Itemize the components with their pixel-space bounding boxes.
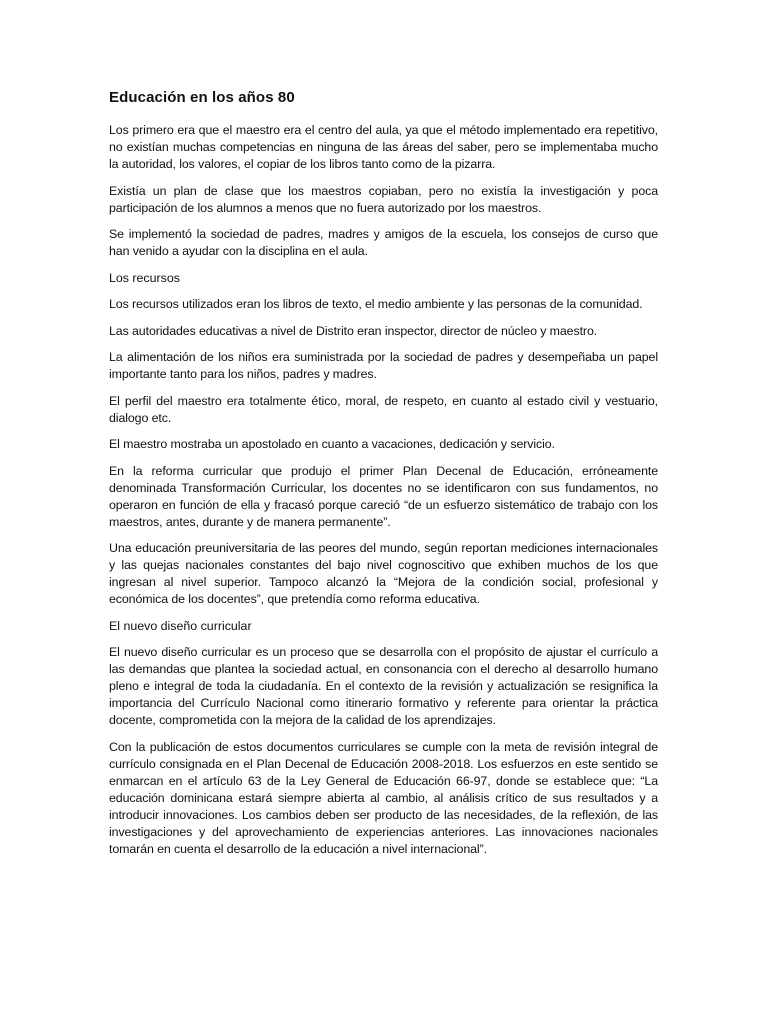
paragraph-sociedad-de-padres: Se implementó la sociedad de padres, madres y amigos de la escuela, los consejos de curso que han venido a ayudar con la disciplina en el aula. <box>109 227 658 258</box>
section-heading-nuevo-diseno: El nuevo diseño curricular <box>109 618 252 633</box>
paragraph-educacion-preuniversitaria: Una educación preuniversitaria de las peores del mundo, según reportan mediciones internacionales y las quejas nacionales constantes del bajo nivel cognoscitivo que exhiben muchos de los que ingresan al nivel superior. Tampoco alcanzó la “Mejora de la condición social, profesional y económica de los docentes”, que pretendía como reforma educativa. <box>109 541 658 606</box>
document-title: Educación en los años 80 <box>109 89 295 106</box>
paragraph-nuevo-diseno: El nuevo diseño curricular es un proceso que se desarrolla con el propósito de ajustar el currículo a las demandas que plantea la sociedad actual, en consonancia con el derecho al desarrollo humano pleno e integral de toda la ciudadanía. En el contexto de la revisión y actualización se resignifica la importancia del Currículo Nacional como itinerario formativo y referente para orientar la práctica docente, comprometida con la mejora de la calidad de los aprendizajes. <box>109 645 658 727</box>
paragraph-reforma-curricular: En la reforma curricular que produjo el primer Plan Decenal de Educación, erróneamente denominada Transformación Curricular, los docentes no se identificaron con sus fundamentos, no operaron en función de ella y fracasó porque careció “de un esfuerzo sistemático de trabajo con los maestros, antes, durante y de manera permanente”. <box>109 463 658 529</box>
paragraph-recursos-utilizados: Los recursos utilizados eran los libros de texto, el medio ambiente y las personas de la comunidad. <box>109 297 643 311</box>
paragraph-maestro-centro: Los primero era que el maestro era el centro del aula, ya que el método implementado era repetitivo, no existían muchas competencias en ninguna de las áreas del saber, pero se implementaba mucho la autoridad, los valores, el copiar de los libros tanto como de la pizarra. <box>109 123 658 171</box>
paragraph-perfil-maestro: El perfil del maestro era totalmente ético, moral, de respeto, en cuanto al estado civil y vestuario, dialogo etc. <box>109 393 658 425</box>
paragraph-apostolado: El maestro mostraba un apostolado en cuanto a vacaciones, dedicación y servicio. <box>109 437 555 451</box>
paragraph-alimentacion: La alimentación de los niños era suministrada por la sociedad de padres y desempeñaba un papel importante tanto para los niños, padres y madres. <box>109 350 658 381</box>
paragraph-publicacion-documentos: Con la publicación de estos documentos curriculares se cumple con la meta de revisión integral de currículo consignada en el Plan Decenal de Educación 2008-2018. Los esfuerzos en este sentido se enmarcan en el artículo 63 de la Ley General de Educación 66-97, donde se establece que: “La educación dominicana estará siempre abierta al cambio, al análisis crítico de sus resultados y a introducir innovaciones. Los cambios deben ser producto de las necesidades, de la reflexión, de las investigaciones y del aprovechamiento de experiencias anteriores. Las innovaciones nacionales tomarán en cuenta el desarrollo de la educación a nivel internacional”. <box>109 739 658 856</box>
paragraph-autoridades: Las autoridades educativas a nivel de Distrito eran inspector, director de núcleo y maestro. <box>109 323 598 338</box>
section-heading-recursos: Los recursos <box>109 270 180 285</box>
paragraph-plan-de-clase: Existía un plan de clase que los maestros copiaban, pero no existía la investigación y poca participación de los alumnos a menos que no fuera autorizado por los maestros. <box>109 183 658 215</box>
document-page <box>109 88 658 867</box>
